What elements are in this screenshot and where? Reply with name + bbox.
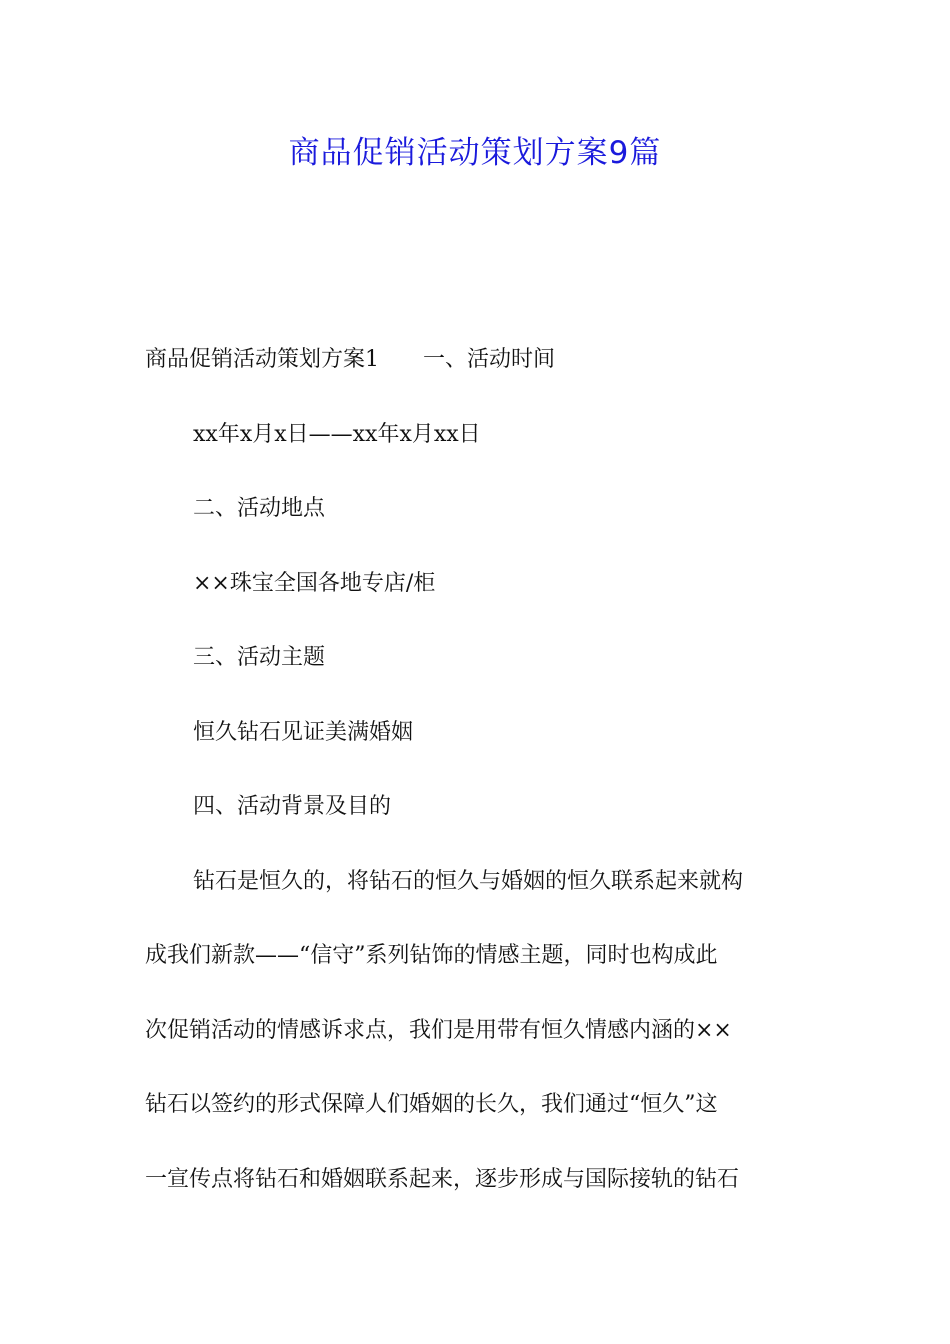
document-title: 商品促销活动策划方案9篇	[288, 135, 662, 171]
paragraph-line: 钻石是恒久的，将钻石的恒久与婚姻的恒久联系起来就构	[193, 868, 744, 894]
item3-content: 恒久钻石见证美满婚姻	[193, 719, 414, 745]
item1-content: xx年x月x日——xx年x月xx日	[193, 421, 481, 447]
section-heading-line	[145, 340, 810, 415]
paragraph-line: 一宣传点将钻石和婚姻联系起来，逐步形成与国际接轨的钻石	[145, 1166, 740, 1192]
item3-heading: 三、活动主题	[193, 645, 326, 670]
item4-heading: 四、活动背景及目的	[193, 794, 392, 819]
document-body	[145, 340, 810, 1234]
paragraph-line: 次促销活动的情感诉求点，我们是用带有恒久情感内涵的××	[145, 1017, 732, 1043]
paragraph-line: 成我们新款——“信守”系列钻饰的情感主题，同时也构成此	[145, 943, 718, 968]
paragraph-line: 钻石以签约的形式保障人们婚姻的长久，我们通过“恒久”这	[145, 1092, 718, 1117]
item2-heading: 二、活动地点	[193, 496, 326, 521]
item1-heading: 一、活动时间	[423, 347, 556, 372]
background-paragraph	[145, 862, 810, 1235]
item2-content: ××珠宝全国各地专店/柜	[193, 570, 436, 596]
section-heading: 商品促销活动策划方案1	[145, 347, 379, 372]
